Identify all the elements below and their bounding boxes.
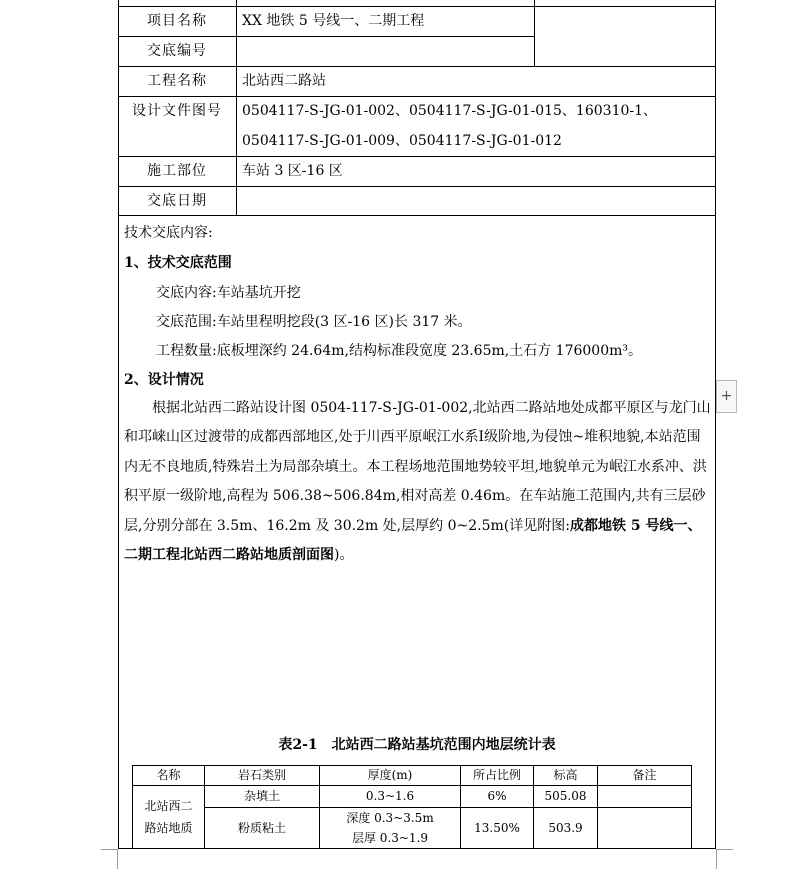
th-thickness: 厚度(m) bbox=[320, 766, 461, 786]
note bbox=[598, 786, 692, 808]
document-page bbox=[118, 0, 716, 849]
body-intro: 技术交底内容: bbox=[124, 225, 213, 241]
group-name: 北站西二路站地质 bbox=[133, 786, 205, 849]
value-project-name: XX 地铁 5 号线一、二期工程 bbox=[242, 13, 425, 29]
section2-text: 根据北站西二路站设计图 0504-117-S-JG-01-002,北站西二路站地处成都平原区与龙门山和邛崃山区过渡带的成都西部地区,处于川西平原岷江水系Ⅰ级阶地,为侵蚀~堆积地貌,本站范围内无不良地质,特殊岩土为局部杂填土。本工程场地范围地势较平坦,地貌单元为岷江水系冲、洪积平原一级阶地,高程为 506.38~506.84m,相对高差 0.46m。在车站施工范围内,共有三层砂层,分别分部在 3.5m、16.2m 及 30.2m 处,层厚约 0~2.5m(详见附图: bbox=[124, 400, 711, 534]
th-name: 名称 bbox=[133, 766, 205, 786]
thickness bbox=[320, 808, 461, 849]
strata-table bbox=[132, 765, 692, 849]
section2-bold-reference: 成都地铁 5 号线一、二期工程北站西二路站地质剖面图 bbox=[124, 517, 702, 564]
value-design-drawings-line2: 0504117-S-JG-01-009、0504117-S-JG-01-012 bbox=[242, 133, 562, 149]
label-project-name: 项目名称 bbox=[147, 13, 207, 29]
label-design-drawings: 设计文件图号 bbox=[132, 103, 222, 119]
page-border-right bbox=[715, 0, 716, 849]
rock-type: 粉质粘土 bbox=[205, 808, 320, 849]
label-engineering-name: 工程名称 bbox=[147, 73, 207, 89]
crop-mark bbox=[716, 849, 717, 869]
crop-mark bbox=[716, 849, 733, 850]
value-engineering-name: 北站西二路站 bbox=[242, 73, 326, 89]
rock-type: 杂填土 bbox=[205, 786, 320, 808]
label-disclosure-date: 交底日期 bbox=[147, 193, 207, 209]
ratio: 6% bbox=[461, 786, 534, 808]
elevation: 503.9 bbox=[534, 808, 598, 849]
expand-plus-button[interactable]: + bbox=[716, 380, 737, 413]
crop-mark bbox=[101, 849, 118, 850]
section1-heading: 1、技术交底范围 bbox=[124, 255, 232, 271]
table-row bbox=[133, 808, 692, 849]
th-elevation: 标高 bbox=[534, 766, 598, 786]
strata-table-caption: 表2-1 北站西二路站基坑范围内地层统计表 bbox=[278, 737, 556, 753]
label-construction-location: 施工部位 bbox=[147, 163, 207, 179]
ratio: 13.50% bbox=[461, 808, 534, 849]
section2-paragraph bbox=[124, 394, 712, 570]
value-design-drawings-line1: 0504117-S-JG-01-002、0504117-S-JG-01-015、160310-1、 bbox=[242, 103, 658, 119]
th-ratio: 所占比例 bbox=[461, 766, 534, 786]
crop-mark bbox=[117, 849, 118, 869]
table-row bbox=[133, 786, 692, 808]
thickness: 0.3~1.6 bbox=[320, 786, 461, 808]
section1-content: 交底内容:车站基坑开挖 bbox=[156, 285, 301, 301]
section2-heading: 2、设计情况 bbox=[124, 372, 204, 388]
th-rock-type: 岩石类别 bbox=[205, 766, 320, 786]
page-border-left bbox=[118, 0, 119, 849]
section1-quantity: 工程数量:底板埋深约 24.64m,结构标准段宽度 23.65m,土石方 176000m³。 bbox=[156, 343, 643, 359]
table-border bbox=[534, 0, 535, 66]
section2-text-end: )。 bbox=[334, 547, 354, 564]
value-construction-location: 车站 3 区-16 区 bbox=[242, 163, 343, 179]
table-header-row bbox=[133, 766, 692, 786]
thickness-depth: 深度 0.3~3.5m bbox=[346, 811, 434, 825]
elevation: 505.08 bbox=[534, 786, 598, 808]
label-disclosure-number: 交底编号 bbox=[147, 43, 207, 59]
thickness-layer: 层厚 0.3~1.9 bbox=[351, 831, 429, 845]
table-border bbox=[236, 0, 237, 215]
note bbox=[598, 808, 692, 849]
th-note: 备注 bbox=[598, 766, 692, 786]
section1-scope: 交底范围:车站里程明挖段(3 区-16 区)长 317 米。 bbox=[156, 314, 472, 330]
